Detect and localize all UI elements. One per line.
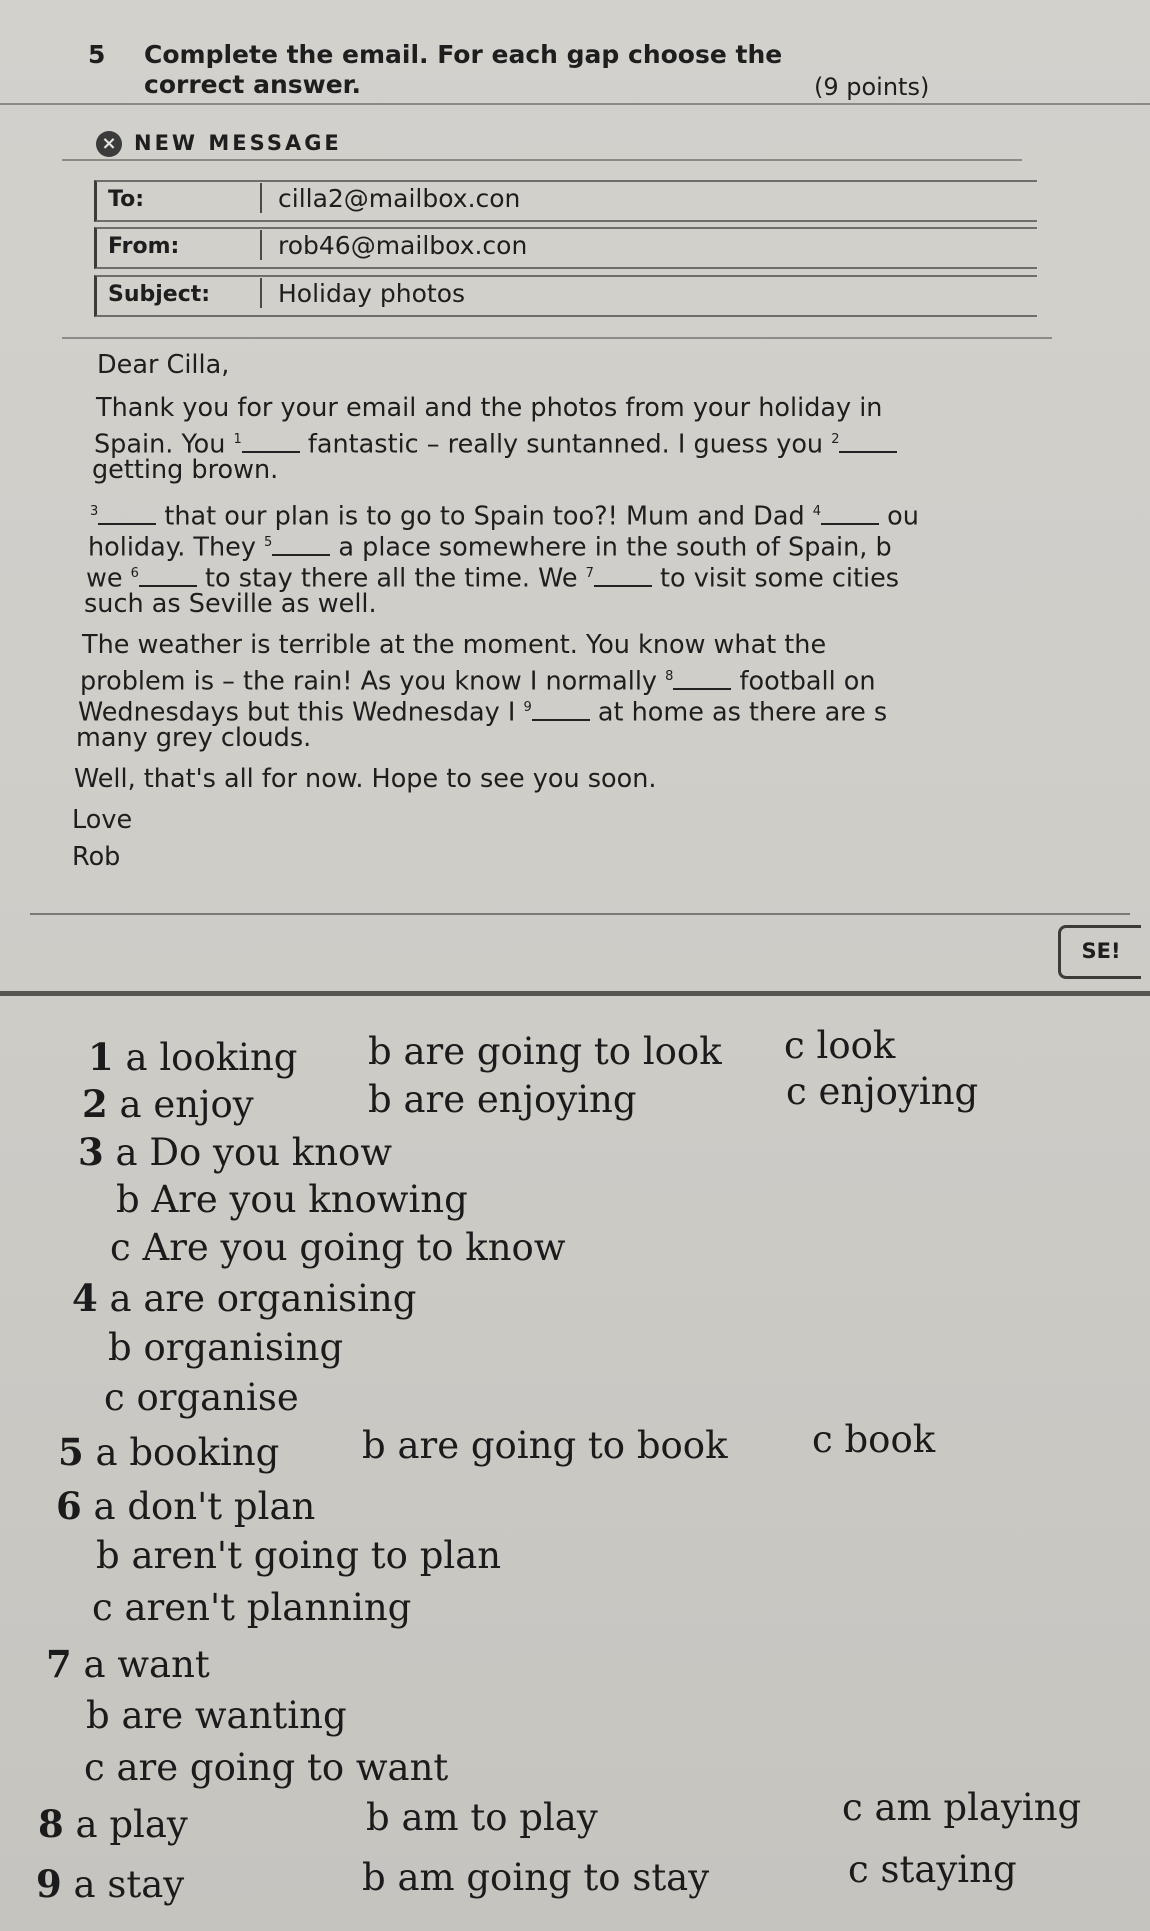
option-c[interactable]: c am playing — [842, 1786, 1082, 1829]
gap-3 — [98, 523, 156, 525]
option-c[interactable]: c look — [784, 1024, 896, 1067]
option-row: 5 a booking — [58, 1430, 280, 1474]
exercise-instruction: Complete the email. For each gap choose the correct answer. — [144, 40, 783, 99]
body-line: Spain. You $^1$ fantastic – really suntanned. I guess you $^2$ — [94, 424, 897, 461]
option-row: 2 a enjoy — [82, 1082, 254, 1126]
to-row — [94, 180, 1024, 218]
body-line: Wednesdays but this Wednesday I $^9$ at home as there are s — [78, 697, 888, 728]
body-line: The weather is terrible at the moment. You know what the — [82, 630, 827, 660]
gap-6 — [139, 585, 197, 587]
option-b[interactable]: b am to play — [366, 1796, 598, 1839]
option-c[interactable]: c book — [812, 1418, 936, 1461]
gap-7 — [594, 585, 652, 587]
option-b[interactable]: b am going to stay — [362, 1856, 710, 1899]
gap-8 — [673, 688, 731, 690]
option-c[interactable]: c are going to want — [84, 1746, 449, 1789]
gap-2 — [839, 451, 897, 453]
option-c[interactable]: c staying — [848, 1848, 1017, 1891]
close-icon[interactable]: × — [96, 131, 122, 157]
exercise-number: 5 — [88, 40, 106, 69]
from-label: From: — [108, 234, 180, 259]
body-line: Thank you for your email and the photos from your holiday in — [96, 393, 883, 423]
gap-1 — [242, 451, 300, 453]
option-b[interactable]: b aren't going to plan — [96, 1534, 502, 1577]
window-titlebar — [62, 123, 1022, 161]
body-line: such as Seville as well. — [84, 589, 377, 619]
option-row: 1 a looking — [88, 1035, 298, 1079]
option-c[interactable]: c enjoying — [786, 1070, 979, 1113]
option-b[interactable]: b are going to look — [368, 1030, 722, 1073]
gap-9 — [532, 719, 590, 721]
gap-5 — [272, 554, 330, 556]
to-label: To: — [108, 187, 144, 212]
body-line: holiday. They $^5$ a place somewhere in the south of Spain, b — [88, 532, 892, 563]
body-line: Well, that's all for now. Hope to see you soon. — [74, 764, 657, 794]
body-separator — [62, 337, 1052, 339]
option-c[interactable]: c Are you going to know — [110, 1226, 566, 1269]
send-button[interactable]: SE! — [1058, 925, 1141, 979]
gap-4 — [821, 523, 879, 525]
closing: Love — [72, 805, 133, 835]
body-line: we $^6$ to stay there all the time. We $^7$ to visit some cities — [86, 563, 900, 594]
to-field[interactable]: cilla2@mailbox.con — [260, 183, 1038, 213]
from-field[interactable]: rob46@mailbox.con — [260, 230, 1038, 260]
window-title: NEW MESSAGE — [134, 131, 342, 155]
exercise-points: (9 points) — [814, 73, 930, 101]
from-row — [94, 227, 1024, 265]
option-c[interactable]: c organise — [104, 1376, 299, 1419]
subject-field[interactable]: Holiday photos — [260, 278, 1038, 308]
option-row: 9 a stay — [36, 1862, 185, 1906]
subject-label: Subject: — [108, 282, 211, 307]
body-line: many grey clouds. — [76, 723, 312, 753]
option-row: 7 a want — [46, 1642, 210, 1686]
footer-separator — [30, 913, 1130, 915]
option-b[interactable]: b are wanting — [86, 1694, 347, 1737]
subject-row — [94, 275, 1024, 313]
option-row: 3 a Do you know — [78, 1130, 393, 1174]
signature: Rob — [72, 842, 121, 872]
option-c[interactable]: c aren't planning — [92, 1586, 412, 1629]
option-row: 6 a don't plan — [56, 1484, 316, 1528]
body-line: $^3$ that our plan is to go to Spain too?! Mum and Dad $^4$ ou — [90, 501, 919, 532]
option-b[interactable]: b are going to book — [362, 1424, 728, 1467]
body-line: getting brown. — [92, 455, 279, 485]
option-row: 4 a are organising — [72, 1276, 417, 1320]
option-b[interactable]: b Are you knowing — [116, 1178, 468, 1221]
option-b[interactable]: b are enjoying — [368, 1078, 637, 1121]
option-b[interactable]: b organising — [108, 1326, 344, 1369]
option-row: 8 a play — [38, 1802, 188, 1846]
body-line: problem is – the rain! As you know I normally $^8$ football on — [80, 666, 876, 697]
greeting: Dear Cilla, — [97, 350, 230, 380]
email-window — [0, 103, 1150, 996]
